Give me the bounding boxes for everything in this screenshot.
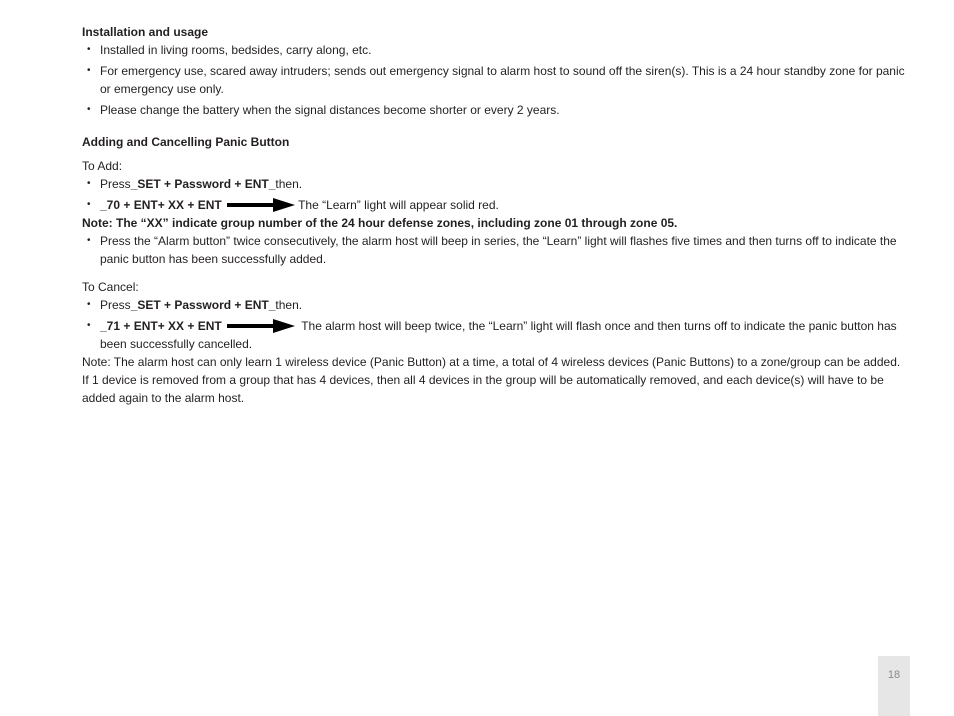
manual-page: [82, 23, 908, 407]
to-add-label: To Add:: [82, 159, 123, 173]
bullet-icon: •: [87, 299, 91, 310]
step-suffix: then.: [275, 177, 303, 191]
bullet-icon: •: [87, 178, 91, 189]
installation-heading: Installation and usage: [82, 25, 209, 39]
step-result: The alarm host will beep twice, the “Learn” light will flash once and then turns off to indicate the panic button has been successfully cancelled.: [100, 319, 897, 351]
cancel-step-1: [82, 296, 908, 314]
page-number: 18: [878, 656, 910, 716]
bullet-icon: •: [87, 44, 91, 55]
zone-note: Note: The “XX” indicate group number of the 24 hour defense zones, including zone 01 through zone 05.: [82, 216, 678, 230]
bullet-icon: •: [87, 235, 91, 246]
step-result: The “Learn” light will appear solid red.: [298, 198, 499, 212]
step-suffix: then.: [275, 298, 303, 312]
cancel-steps: [82, 296, 908, 353]
bullet-icon: •: [87, 104, 91, 115]
step-keys: _SET + Password + ENT_: [130, 298, 276, 312]
step-code: _70 + ENT+ XX + ENT: [100, 198, 222, 212]
add-confirm-list: [82, 232, 908, 268]
add-step-1: [82, 175, 908, 193]
to-cancel-label: To Cancel:: [82, 280, 139, 294]
right-arrow-icon: [227, 319, 295, 333]
cancel-step-2: [82, 317, 908, 353]
bullet-icon: •: [87, 320, 91, 331]
list-item: [82, 62, 908, 98]
bullet-icon: •: [87, 65, 91, 76]
bullet-icon: •: [87, 199, 91, 210]
add-step-2: [82, 196, 908, 214]
list-item: [82, 232, 908, 268]
step-keys: _SET + Password + ENT_: [130, 177, 276, 191]
add-steps: [82, 175, 908, 214]
adding-heading: Adding and Cancelling Panic Button: [82, 135, 290, 149]
installation-list: [82, 41, 908, 119]
list-item-text: Please change the battery when the signal distances become shorter or every 2 years.: [100, 103, 560, 117]
final-note: Note: The alarm host can only learn 1 wireless device (Panic Button) at a time, a total of 4 wireless devices (Panic Buttons) to a zone/group can be added. If 1 device is removed from a group that has 4 devices, then all 4 devices in the group will be automatically removed, and each device(s) will have to be added again to the alarm host.: [82, 355, 901, 405]
list-item-text: Installed in living rooms, bedsides, carry along, etc.: [100, 43, 372, 57]
step-code: _71 + ENT+ XX + ENT: [100, 319, 222, 333]
list-item-text: Press the “Alarm button” twice consecutively, the alarm host will beep in series, the “Learn” light will flashes five times and then turns off to indicate the panic button has been successfully added.: [100, 234, 897, 266]
step-prefix: Press: [100, 177, 131, 191]
list-item: [82, 41, 908, 59]
list-item-text: For emergency use, scared away intruders; sends out emergency signal to alarm host to sound off the siren(s). This is a 24 hour standby zone for panic or emergency use only.: [100, 64, 905, 96]
right-arrow-icon: [227, 198, 295, 212]
step-prefix: Press: [100, 298, 131, 312]
list-item: [82, 101, 908, 119]
